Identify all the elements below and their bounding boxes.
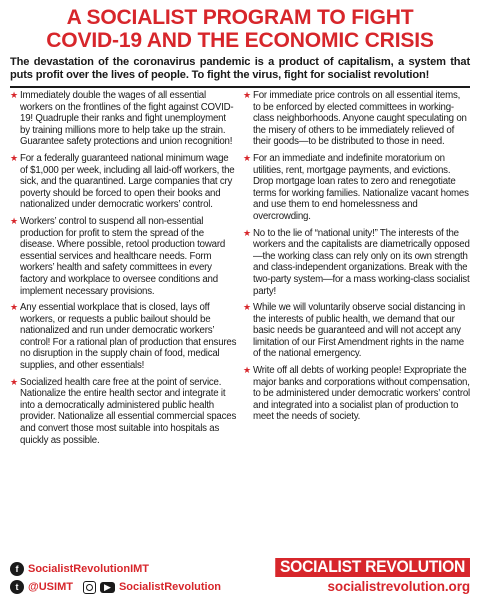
demand-item [10, 302, 237, 372]
logo-word-1: SOCIALIST [280, 558, 362, 576]
intro-paragraph: The devastation of the coronavirus pandemic is a product of capitalism, a system that puts profit over the lives of people. To fight the virus, fight for socialist revolution! [10, 56, 470, 81]
star-bullet-icon: ★ [10, 376, 18, 387]
star-bullet-icon: ★ [10, 152, 18, 163]
star-bullet-icon: ★ [243, 365, 251, 376]
star-bullet-icon: ★ [10, 302, 18, 313]
star-bullet-icon: ★ [10, 215, 18, 226]
demand-item [10, 90, 237, 148]
demand-item [243, 153, 470, 223]
demand-item [243, 228, 470, 298]
facebook-icon: f [10, 562, 24, 576]
demand-text: Socialized health care free at the point of service. Nationalize the entire health sector and integrate it into a democratically administered public health provider. Nationalize all essential commercial spaces and convert those most suitable into hospitals as quickly as possible. [20, 376, 237, 446]
demand-text: For immediate price controls on all essential items, to be enforced by elected committees in working-class neighborhoods. Anyone caught speculating on the misery of others to be immediately relieved of their goods—to be distributed to those in need. [253, 90, 467, 148]
title-line-2: COVID-19 AND THE ECONOMIC CRISIS [46, 28, 434, 52]
demand-text: Any essential workplace that is closed, lays off workers, or requests a public bailout should be nationalized and run under democratic workers’ control! For a rational plan of production that ensures no disruption in the supply chain of food, medical supplies, and other essentials! [20, 302, 237, 372]
title-line-1: A SOCIALIST PROGRAM TO FIGHT [66, 5, 414, 29]
demand-item [243, 302, 470, 360]
brand-block [265, 558, 470, 594]
twitter-icon[interactable]: t [10, 580, 24, 594]
demand-text: For a federally guaranteed national minimum wage of $1,000 per week, including all laid-off workers, the sick, and the quarantined. Large companies that cry poverty should be forced to open their books and nationalized under democratic workers’ control. [20, 152, 235, 211]
demand-item [10, 216, 237, 297]
demand-text: Immediately double the wages of all essential workers on the frontlines of the fight against COVID-19! Quadruple their ranks and fight unemployment by training millions more to help take up the strain. Guarantee safety protections and union recognition! [20, 90, 234, 148]
star-bullet-icon: ★ [243, 90, 251, 100]
instagram-youtube-handle[interactable]: SocialistRevolution [118, 581, 222, 593]
divider [10, 86, 470, 88]
demand-item [10, 153, 237, 211]
website-link[interactable]: socialistrevolution.org [327, 579, 470, 594]
twitter-instagram-youtube-links [10, 580, 221, 594]
facebook-link[interactable] [10, 562, 221, 576]
demand-text: Write off all debts of working people! Expropriate the major banks and corporations without compensation, to be administered under democratic workers’ control and integrated into a socialist plan of production to meet the needs of society. [253, 365, 471, 423]
demand-item [243, 90, 470, 148]
youtube-icon[interactable]: ▶ [100, 582, 115, 593]
right-column [243, 90, 470, 451]
instagram-icon[interactable] [83, 581, 96, 594]
demand-text: While we will voluntarily observe social distancing in the interests of public health, we demand that our basic needs be guaranteed and will not accept any limitation of our First Amendment rights in the name of the national emergency. [253, 302, 466, 360]
demands-columns [10, 90, 470, 451]
social-links [10, 562, 221, 594]
demand-item [243, 365, 470, 423]
demand-text: No to the lie of “national unity!” The interests of the workers and the capitalists are diametrically opposed—the working class can rely only on its own strength and class-independent organizations. Break with the two-party system—for a mass working-class socialist party! [253, 227, 470, 297]
poster-title [5, 0, 475, 52]
star-bullet-icon: ★ [243, 227, 251, 238]
star-bullet-icon: ★ [10, 90, 18, 100]
twitter-handle[interactable]: @USIMT [28, 581, 73, 593]
demand-text: For an immediate and indefinite moratorium on utilities, rent, mortgage payments, and evictions. Drop mortgage loan rates to zero and renegotiate terms for working families. Nationalize vacant homes and use them to end homelessness and overcrowding. [253, 152, 469, 222]
star-bullet-icon: ★ [243, 302, 251, 313]
demand-text: Workers’ control to suspend all non-essential production for profit to stem the spread of the disease. Where possible, retool production toward essential services and healthcare needs. Form workers’ health and safety committees in every factory and workplace to oversee conditions and implement necessary provisions. [20, 215, 226, 297]
star-bullet-icon: ★ [243, 152, 251, 163]
demand-item [10, 377, 237, 447]
logo-word-2: REVOLUTION [365, 558, 466, 576]
facebook-handle: SocialistRevolutionIMT [28, 563, 150, 575]
socialist-revolution-logo [275, 558, 470, 577]
left-column [10, 90, 237, 451]
footer [10, 552, 470, 594]
